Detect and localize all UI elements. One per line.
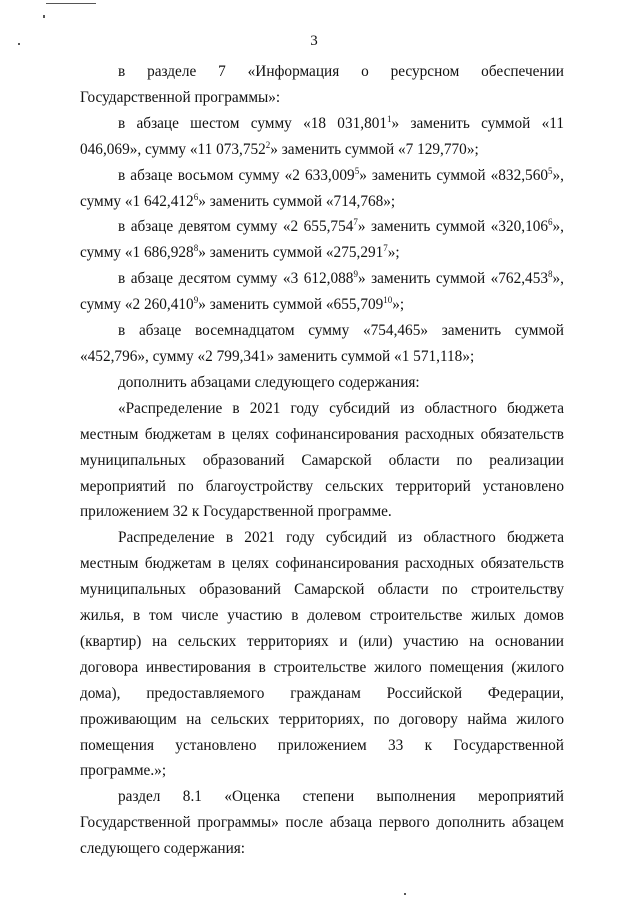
footnote-marker: 9 [193, 295, 199, 306]
footnote-marker: 8 [548, 269, 553, 280]
paragraph-text: » заменить суммой «320,106 [357, 218, 549, 236]
footnote-marker: 9 [353, 269, 358, 280]
document-body [80, 59, 564, 862]
paragraph-text: » заменить суммой «655,709 [198, 296, 384, 314]
paragraph-text: в абзаце девятом сумму «2 655,754 [118, 218, 354, 236]
paragraph-text: » заменить суммой «11 046,069», сумму «11 073,752 [80, 114, 564, 158]
footnote-marker: 1 [387, 113, 392, 124]
paragraph-text: Распределение в 2021 году субсидий из областного бюджета местным бюджетам в целях софинансирования расходных обязательств муниципальных образований Самарской области по строительству жилья, в том числе участию в долевом строительстве жилых домов (квартир) на сельских территориях и (или) участию на основании договора инвестирования в строительстве жилого помещения (жилого дома), предоставляемого гражданам Российской Федерации, проживающим на сельских территориях, по договору найма жилого помещения установлено приложением 33 к Государственной программе.»; [80, 529, 564, 780]
footnote-marker: 8 [193, 243, 199, 254]
scan-artifact-line [46, 3, 96, 4]
footnote-marker: 7 [353, 217, 358, 228]
paragraph-text: »; [387, 244, 400, 262]
paragraph-text: », сумму «2 260,410 [80, 270, 564, 314]
paragraph [80, 111, 564, 163]
paragraph-text: » заменить суммой «832,560 [359, 166, 548, 184]
paragraph-text: », сумму «1 642,412 [80, 166, 564, 210]
paragraph [80, 396, 564, 526]
paragraph-text: дополнить абзацами следующего содержания: [118, 373, 420, 391]
footnote-marker: 6 [548, 217, 553, 228]
paragraph-text: » заменить суммой «714,768»; [198, 192, 396, 210]
paragraph [80, 214, 564, 266]
footnote-marker: 10 [383, 295, 393, 306]
paragraph [80, 59, 564, 111]
page-number: 3 [310, 33, 318, 49]
paragraph-text: » заменить суммой «7 129,770»; [270, 140, 479, 158]
paragraph-text: «Распределение в 2021 году субсидий из областного бюджета местным бюджетам в целях софинансирования расходных обязательств муниципальных образований Самарской области по реализации мероприятий по благоустройству сельских территорий установлено приложением 32 к Государственной программе. [80, 399, 564, 521]
paragraph-text: в абзаце восьмом сумму «2 633,009 [118, 166, 355, 184]
footnote-marker: 5 [354, 165, 360, 176]
paragraph [80, 784, 564, 862]
paragraph-text: в абзаце шестом сумму «18 031,801 [118, 114, 388, 132]
scan-artifact-dot [43, 15, 45, 18]
paragraph-text: », сумму «1 686,928 [80, 218, 564, 262]
footnote-marker: 7 [383, 243, 388, 254]
footnote-marker: 5 [548, 165, 553, 176]
paragraph-text: раздел 8.1 «Оценка степени выполнения мероприятий Государственной программы» после абзаца первого дополнить абзацем следующего содержания: [80, 788, 564, 858]
paragraph-text: » заменить суммой «762,453 [357, 270, 549, 288]
paragraph [80, 370, 564, 396]
paragraph-text: в разделе 7 «Информация о ресурсном обеспечении Государственной программы»: [80, 63, 564, 106]
scan-artifact-dot [404, 893, 406, 895]
paragraph-text: »; [392, 296, 405, 314]
paragraph [80, 525, 564, 784]
paragraph [80, 266, 564, 318]
paragraph-text: в абзаце десятом сумму «3 612,088 [118, 270, 354, 288]
paragraph [80, 318, 564, 370]
footnote-marker: 6 [193, 191, 199, 202]
paragraph-text: » заменить суммой «275,291 [198, 244, 384, 262]
paragraph-text: в абзаце восемнадцатом сумму «754,465» заменить суммой «452,796», сумму «2 799,341» заменить суммой «1 571,118»; [80, 322, 564, 365]
paragraph [80, 163, 564, 215]
footnote-marker: 2 [265, 139, 271, 150]
